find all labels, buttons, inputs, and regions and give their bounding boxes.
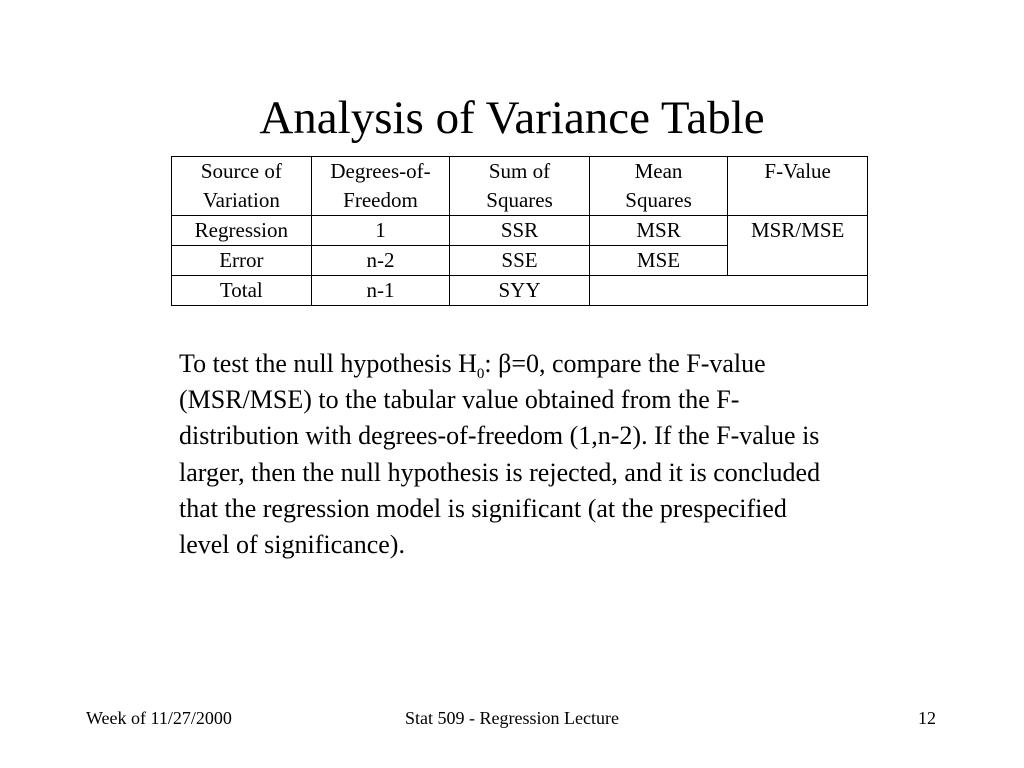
- header-ms-line2: Squares: [625, 188, 692, 212]
- header-fvalue: [728, 157, 868, 216]
- header-ms-line1: Mean: [634, 159, 683, 183]
- slide-title: Analysis of Variance Table: [259, 92, 765, 144]
- anova-table: [171, 156, 868, 306]
- header-ss: [450, 157, 590, 216]
- header-df: [311, 157, 450, 216]
- footer-course: Stat 509 - Regression Lecture: [405, 708, 619, 728]
- header-source: [172, 157, 312, 216]
- cell-df: n-1: [311, 276, 450, 306]
- cell-ss: SYY: [450, 276, 590, 306]
- cell-empty: [589, 276, 867, 306]
- header-source-line1: Source of: [200, 159, 282, 183]
- header-ss-line1: Sum of: [488, 159, 551, 183]
- cell-ms: MSE: [589, 246, 728, 276]
- footer-page-number: 12: [918, 708, 936, 728]
- header-ms: [589, 157, 728, 216]
- table-header-row: [172, 157, 868, 216]
- cell-source: Total: [172, 276, 312, 306]
- footer-date: Week of 11/27/2000: [86, 708, 232, 728]
- header-ss-line2: Squares: [486, 188, 553, 212]
- table-row-total: [172, 276, 868, 306]
- cell-source: Error: [172, 246, 312, 276]
- header-df-line2: Freedom: [343, 188, 418, 212]
- cell-ss: SSR: [450, 216, 590, 246]
- cell-fvalue: MSR/MSE: [728, 216, 868, 276]
- header-source-line2: Variation: [202, 188, 280, 212]
- cell-ss: SSE: [450, 246, 590, 276]
- explanation-paragraph: [179, 346, 839, 563]
- header-df-line1: Degrees-of-: [330, 159, 431, 183]
- cell-ms: MSR: [589, 216, 728, 246]
- paragraph-text-rest: : β=0, compare the F-value (MSR/MSE) to the tabular value obtained from the F-distribution with degrees-of-freedom (1,n-2). If the F-value is larger, then the null hypothesis is rejected, and it is concluded that the regression model is significant (at the prespecified level of significance).: [179, 349, 821, 560]
- cell-source: Regression: [172, 216, 312, 246]
- cell-df: n-2: [311, 246, 450, 276]
- table-row-regression: [172, 216, 868, 246]
- cell-df: 1: [311, 216, 450, 246]
- header-fvalue-line1: F-Value: [764, 159, 831, 183]
- paragraph-text-start: To test the null hypothesis H: [179, 349, 477, 378]
- paragraph-subscript: 0: [476, 366, 485, 383]
